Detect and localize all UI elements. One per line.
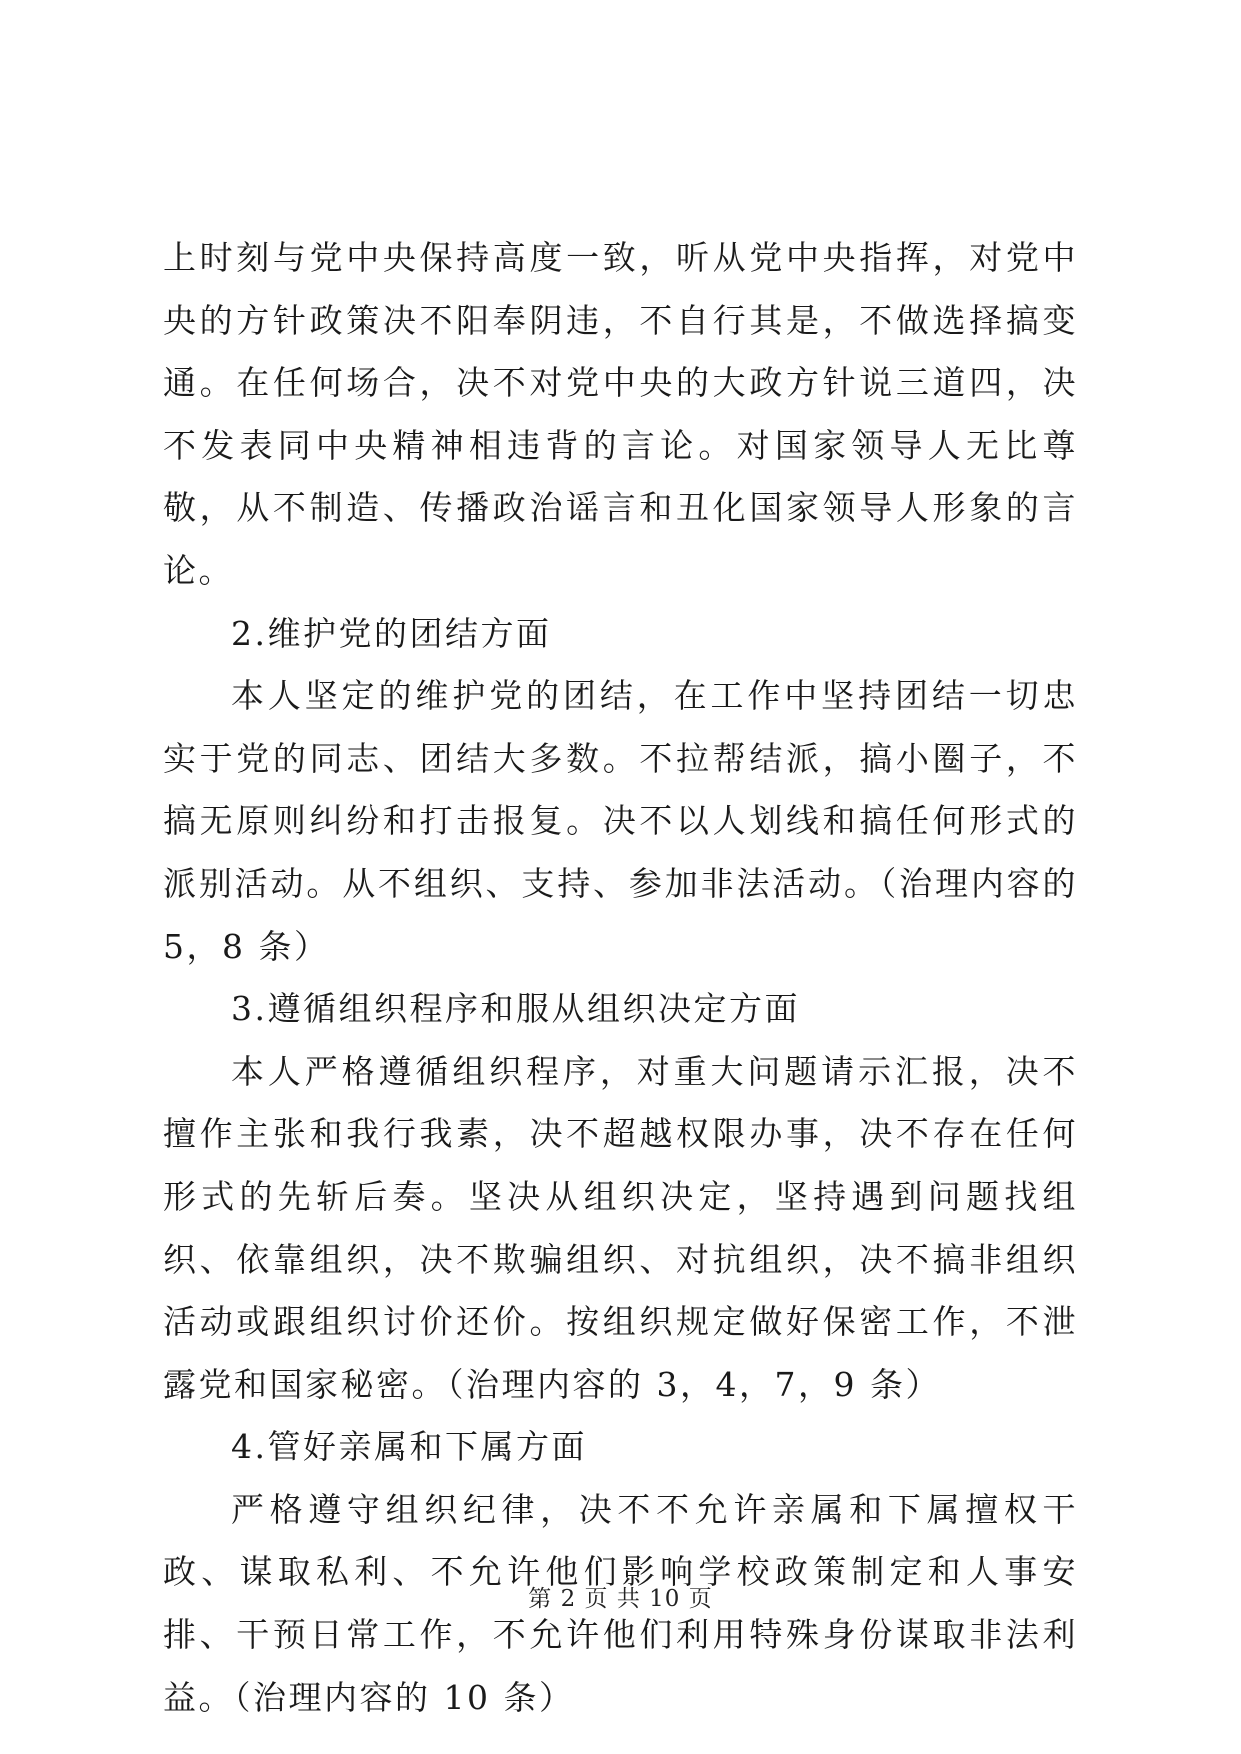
section-heading-relatives: 4.管好亲属和下属方面 xyxy=(231,1427,587,1467)
section-heading-procedure: 3.遵循组织程序和服从组织决定方面 xyxy=(231,989,800,1029)
paragraph-loyalty: 上时刻与党中央保持高度一致，听从党中央指挥，对党中央的方针政策决不阳奉阴违，不自行其是，不做选择搞变通。在任何场合，决不对党中央的大政方针说三道四，决不发表同中央精神相违背的言论。对国家领导人无比尊敬，从不制造、传播政治谣言和丑化国家领导人形象的言论。 xyxy=(163,238,1078,590)
paragraph-relatives: 严格遵守组织纪律，决不不允许亲属和下属擅权干政、谋取私利、不允许他们影响学校政策制定和人事安排、干预日常工作，不允许他们利用特殊身份谋取非法利益。（治理内容的 10 条） xyxy=(163,1489,1078,1717)
section-heading-unity: 2.维护党的团结方面 xyxy=(231,613,552,653)
page-number-footer: 第 2 页 共 10 页 xyxy=(528,1586,713,1612)
paragraph-unity: 本人坚定的维护党的团结，在工作中坚持团结一切忠实于党的同志、团结大多数。不拉帮结派，搞小圈子，不搞无原则纠纷和打击报复。决不以人划线和搞任何形式的派别活动。从不组织、支持、参加非法活动。（治理内容的 5，8 条） xyxy=(163,676,1078,966)
document-body xyxy=(163,227,1078,1729)
paragraph-procedure: 本人严格遵循组织程序，对重大问题请示汇报，决不擅作主张和我行我素，决不超越权限办事，决不存在任何形式的先斩后奏。坚决从组织决定，坚持遇到问题找组织、依靠组织，决不欺骗组织、对抗组织，决不搞非组织活动或跟组织讨价还价。按组织规定做好保密工作，不泄露党和国家秘密。（治理内容的 3，4，7，9 条） xyxy=(163,1051,1078,1404)
